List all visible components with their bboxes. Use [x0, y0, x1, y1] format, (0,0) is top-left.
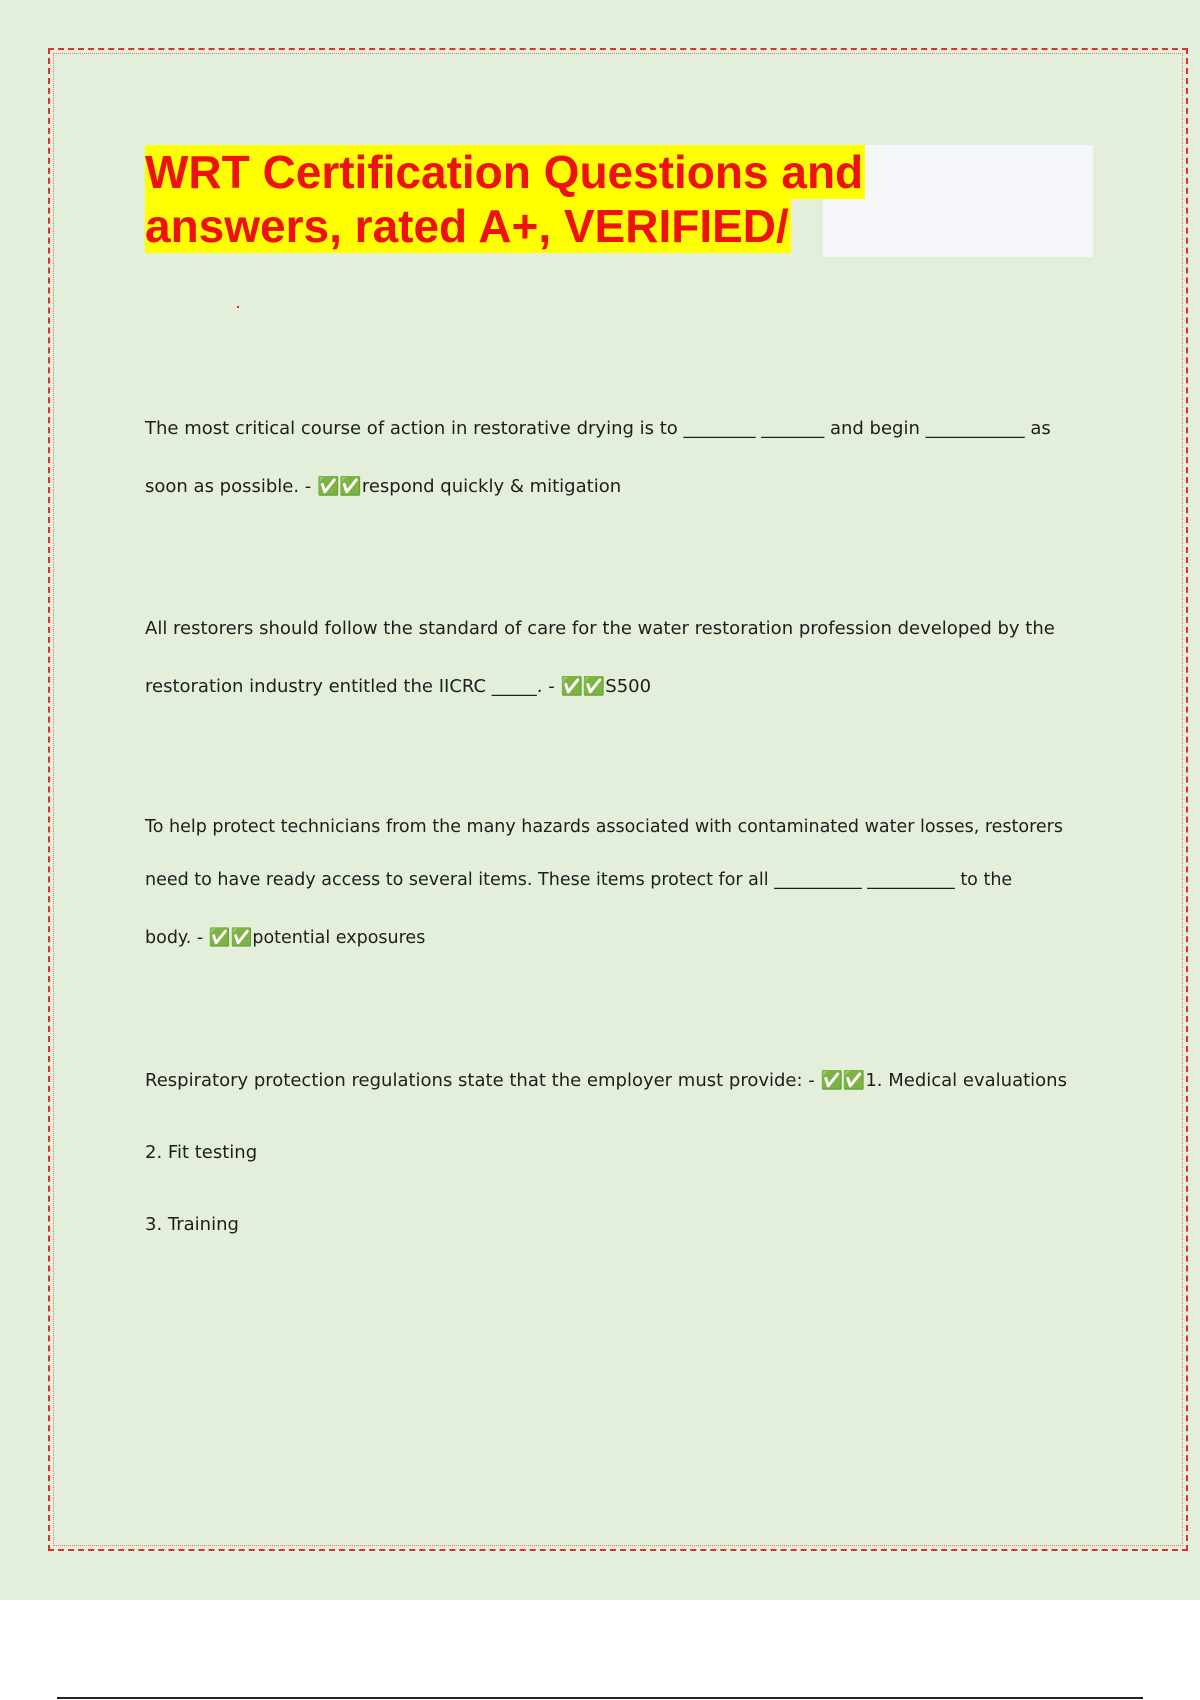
document-title	[145, 145, 1093, 253]
title-block	[145, 145, 1093, 257]
qa-line: Respiratory protection regulations state that the employer must provide: - ✅✅1. Medical evaluations	[145, 1070, 1067, 1091]
qa-item-2	[145, 600, 1095, 716]
qa-item-1	[145, 400, 1095, 516]
qa-line: All restorers should follow the standard of care for the water restoration profession developed by the	[145, 618, 1055, 639]
qa-line: The most critical course of action in restorative drying is to ________ _______ and begin ___________ as	[145, 418, 1051, 439]
qa-line: 3. Training	[145, 1214, 239, 1235]
title-line-2: answers, rated A+, VERIFIED/	[145, 200, 789, 252]
qa-line: 2. Fit testing	[145, 1142, 258, 1163]
qa-item-3	[145, 800, 1095, 970]
stray-dot-mark	[237, 306, 239, 308]
qa-line: restoration industry entitled the IICRC _____. - ✅✅S500	[145, 676, 652, 697]
footer-rule	[57, 1697, 1143, 1699]
qa-line: To help protect technicians from the many hazards associated with contaminated water losses, restorers	[145, 817, 1063, 837]
qa-line: soon as possible. - ✅✅respond quickly & mitigation	[145, 476, 622, 497]
qa-item-4	[145, 1045, 1095, 1261]
qa-line: need to have ready access to several items. These items protect for all __________ __________ to the	[145, 870, 1013, 890]
qa-line: body. - ✅✅potential exposures	[145, 928, 426, 948]
title-line-1: WRT Certification Questions and	[145, 146, 864, 198]
